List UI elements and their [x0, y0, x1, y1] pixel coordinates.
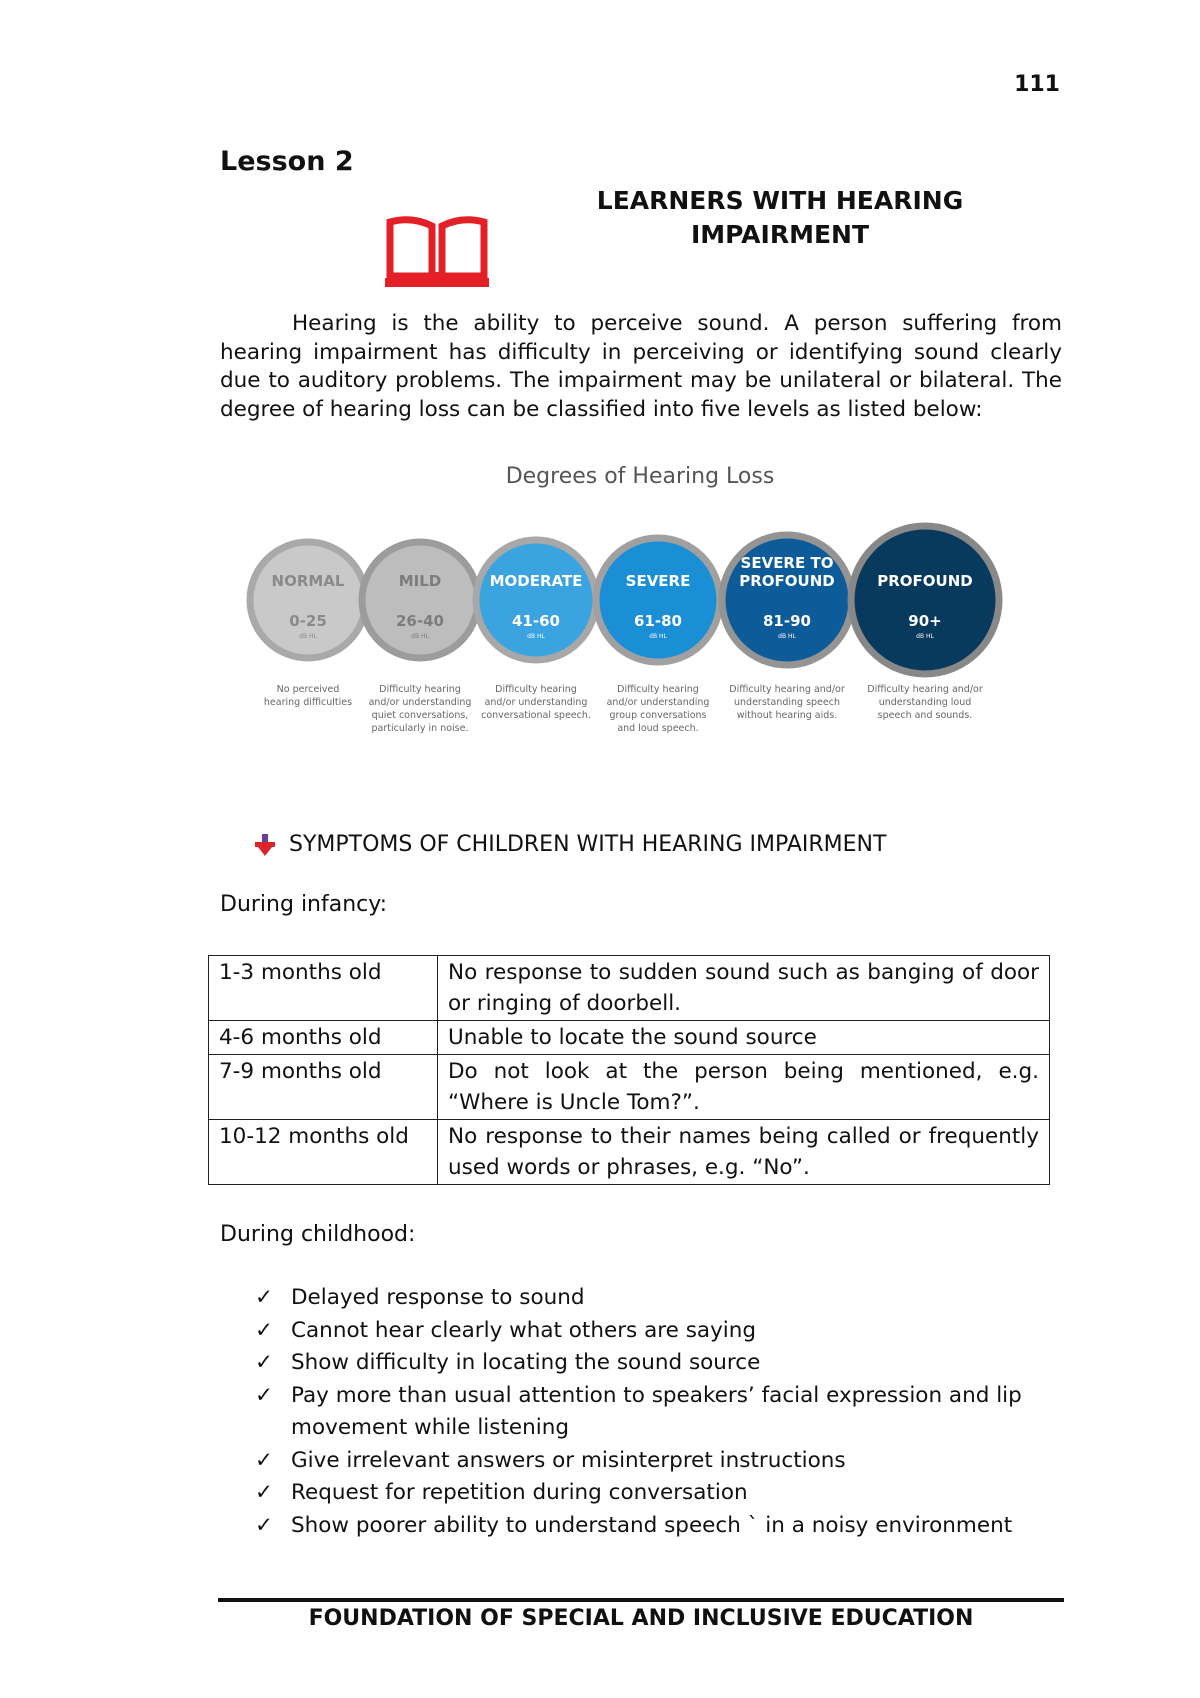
checkmark-icon: ✓: [255, 1382, 274, 1408]
level-circle: [851, 526, 999, 674]
page-title: [590, 184, 970, 252]
childhood-symptoms-list: [255, 1282, 1060, 1542]
level-unit: dB HL: [649, 633, 667, 640]
lesson-label: Lesson 2: [220, 146, 354, 177]
list-item-text: Delayed response to sound: [291, 1285, 585, 1310]
checkmark-icon: ✓: [255, 1317, 274, 1343]
level-name: MODERATE: [489, 572, 583, 590]
level-description: Difficulty hearing and/or: [729, 684, 845, 695]
hearing-level-severe-to-profound: [722, 535, 852, 721]
age-cell: 7-9 months old: [209, 1055, 438, 1120]
title-line-1: LEARNERS WITH HEARING: [596, 186, 964, 215]
list-item: [255, 1380, 1060, 1445]
level-description: group conversations: [609, 710, 707, 721]
level-name: SEVERE TO: [740, 554, 834, 572]
symptom-cell: Unable to locate the sound source: [438, 1021, 1050, 1055]
checkmark-icon: ✓: [255, 1350, 274, 1375]
infancy-label: During infancy:: [220, 892, 388, 917]
list-item: [255, 1445, 1060, 1478]
checkmark-icon: ✓: [255, 1512, 274, 1538]
list-item: [255, 1347, 1060, 1380]
footer-title: FOUNDATION OF SPECIAL AND INCLUSIVE EDUCATION: [308, 1606, 974, 1631]
hearing-level-severe: [596, 538, 720, 734]
table-row: [209, 1055, 1050, 1120]
list-item: [255, 1510, 1060, 1543]
level-name: PROFOUND: [739, 572, 835, 590]
hearing-loss-diagram: [240, 520, 1040, 750]
level-name: MILD: [398, 572, 442, 590]
level-name: PROFOUND: [877, 572, 973, 590]
level-description: Difficulty hearing: [495, 684, 577, 695]
symptom-cell: Do not look at the person being mentioned, e.g. “Where is Uncle Tom?”.: [438, 1055, 1050, 1120]
table-row: [209, 1120, 1050, 1185]
list-item-text: Request for repetition during conversation: [291, 1480, 748, 1505]
level-unit: dB HL: [916, 633, 934, 640]
level-name: NORMAL: [271, 572, 345, 590]
level-description: speech and sounds.: [877, 710, 973, 721]
childhood-label: During childhood:: [220, 1222, 416, 1247]
level-description: conversational speech.: [481, 710, 591, 721]
symptoms-heading: [255, 832, 886, 857]
level-description: Difficulty hearing and/or: [867, 684, 983, 695]
level-range: 41-60: [512, 612, 560, 630]
level-unit: dB HL: [299, 633, 317, 640]
level-name: SEVERE: [625, 572, 691, 590]
footer-divider: [218, 1598, 1064, 1602]
level-range: 26-40: [396, 612, 444, 630]
level-description: understanding speech: [734, 697, 840, 708]
level-description: and/or understanding: [606, 697, 710, 708]
level-description: No perceived: [276, 684, 340, 695]
level-description: Difficulty hearing: [379, 684, 461, 695]
list-item-text: Cannot hear clearly what others are saying: [291, 1317, 757, 1343]
level-description: without hearing aids.: [736, 710, 838, 721]
hearing-level-normal: [250, 542, 366, 708]
level-description: and/or understanding: [368, 697, 472, 708]
checkmark-icon: ✓: [255, 1447, 274, 1473]
open-book-icon: [382, 212, 492, 292]
symptoms-heading-text: SYMPTOMS OF CHILDREN WITH HEARING IMPAIRMENT: [289, 832, 887, 857]
hearing-level-moderate: [476, 540, 596, 721]
level-range: 81-90: [763, 612, 811, 630]
level-range: 0-25: [289, 612, 327, 630]
list-item-text: Pay more than usual attention to speakers’ facial expression and lip movement while listening: [291, 1382, 1022, 1440]
level-description: particularly in noise.: [371, 723, 469, 734]
arrow-down-bullet-icon: [255, 834, 275, 856]
level-description: understanding loud: [878, 697, 972, 708]
level-unit: dB HL: [411, 633, 429, 640]
list-item-text: Give irrelevant answers or misinterpret instructions: [291, 1447, 846, 1473]
age-cell: 10-12 months old: [209, 1120, 438, 1185]
list-item: [255, 1477, 1060, 1510]
level-description: and/or understanding: [484, 697, 588, 708]
hearing-level-mild: [362, 542, 478, 734]
level-description: quiet conversations,: [371, 710, 469, 721]
checkmark-icon: ✓: [255, 1480, 274, 1505]
list-item: [255, 1315, 1060, 1348]
table-row: [209, 956, 1050, 1021]
level-description: hearing difficulties: [263, 697, 353, 708]
level-unit: dB HL: [527, 633, 545, 640]
age-cell: 1-3 months old: [209, 956, 438, 1021]
level-range: 61-80: [634, 612, 682, 630]
level-unit: dB HL: [778, 633, 796, 640]
title-line-2: IMPAIRMENT: [690, 220, 870, 249]
page-number: 111: [1014, 72, 1060, 97]
infancy-symptoms-table: [208, 955, 1050, 1185]
table-row: [209, 1021, 1050, 1055]
level-circle: [250, 542, 366, 658]
symptom-cell: No response to sudden sound such as banging of door or ringing of doorbell.: [438, 956, 1050, 1021]
level-circle: [476, 540, 596, 660]
age-cell: 4-6 months old: [209, 1021, 438, 1055]
chart-title: Degrees of Hearing Loss: [505, 464, 775, 489]
symptom-cell: No response to their names being called or frequently used words or phrases, e.g. “No”.: [438, 1120, 1050, 1185]
list-item: [255, 1282, 1060, 1315]
hearing-level-profound: [851, 526, 999, 721]
level-circle: [362, 542, 478, 658]
level-description: Difficulty hearing: [617, 684, 699, 695]
intro-paragraph: Hearing is the ability to perceive sound. A person suffering from hearing impairment has difficulty in perceiving or identifying sound clearly due to auditory problems. The impairment may be unilateral or bilateral. The degree of hearing loss can be classified into five levels as listed below:: [220, 311, 1062, 422]
checkmark-icon: ✓: [255, 1285, 274, 1310]
list-item-text: Show difficulty in locating the sound source: [291, 1350, 761, 1375]
level-circle: [596, 538, 720, 662]
list-item-text: Show poorer ability to understand speech ` in a noisy environment: [291, 1512, 1013, 1538]
level-description: and loud speech.: [617, 723, 699, 734]
level-range: 90+: [908, 612, 942, 630]
